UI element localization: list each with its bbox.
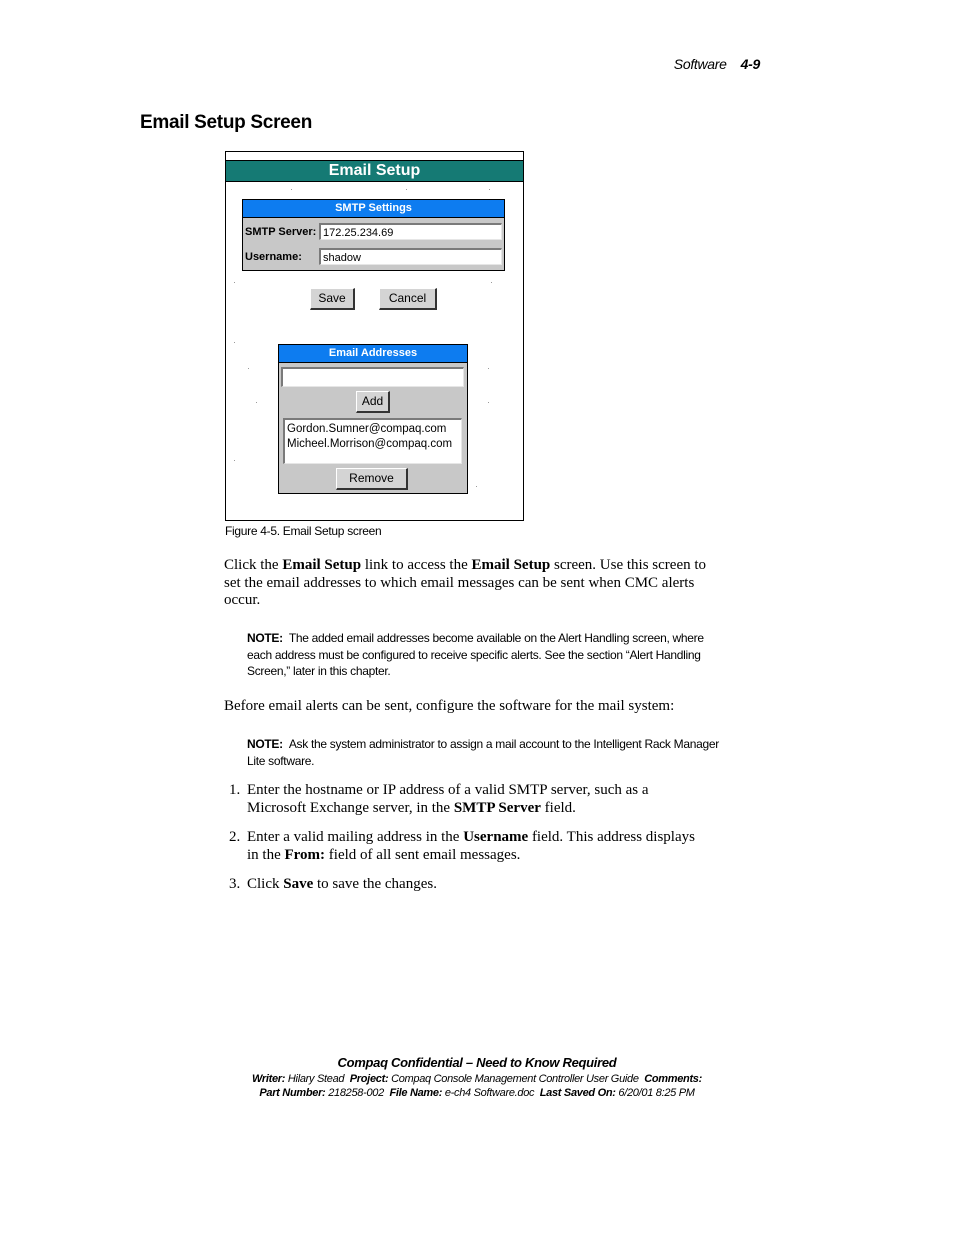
email-addresses-heading: Email Addresses (279, 345, 467, 363)
smtp-server-label: SMTP Server: (245, 226, 317, 238)
step-text: Enter the hostname or IP address of a valid SMTP server, such as a Microsoft Exchange server, in the SMTP Server field. (247, 782, 649, 816)
step-item (229, 828, 699, 864)
email-addresses-panel (278, 344, 468, 494)
dot (488, 402, 489, 403)
step-text: Click Save to save the changes. (247, 876, 437, 892)
intro-text: Click the (224, 557, 283, 573)
note-label: NOTE: (247, 737, 283, 751)
dot (248, 368, 249, 369)
footer-label: Writer: (251, 1073, 286, 1085)
dot (476, 486, 477, 487)
footer-value: e-ch4 Software.doc (444, 1087, 535, 1099)
step-text: Enter a valid mailing address in the Username field. This address displays in the From: field of all sent email messages. (247, 829, 695, 863)
intro-bold: Email Setup (282, 557, 362, 573)
step-number: 2. (229, 829, 241, 845)
username-input[interactable]: shadow (319, 248, 502, 265)
dot (491, 282, 492, 283)
email-setup-title: Email Setup (226, 160, 523, 182)
email-setup-screenshot (225, 151, 524, 521)
intro-text: link to access the (361, 557, 472, 573)
cancel-button[interactable]: Cancel (379, 288, 437, 310)
note-text: Ask the system administrator to assign a mail account to the Intelligent Rack Manager Lite software. (247, 737, 719, 768)
footer-label: Comments: (644, 1073, 702, 1085)
intro-text: screen. Use this screen to set the email addresses to which email messages can be sent when CMC alerts occur. (224, 557, 707, 608)
footer-label: Last Saved On: (539, 1087, 616, 1099)
dot (489, 189, 490, 190)
footer-label: File Name: (389, 1087, 443, 1099)
footer-label: Project: (349, 1073, 389, 1085)
smtp-server-input[interactable]: 172.25.234.69 (319, 223, 502, 240)
dot (256, 402, 257, 403)
dot (488, 368, 489, 369)
note-alert-handling (247, 630, 722, 680)
list-item[interactable]: Gordon.Sumner@compaq.com (287, 423, 447, 435)
smtp-settings-heading: SMTP Settings (243, 200, 504, 218)
footer-line-2 (150, 1086, 804, 1100)
footer-value: 218258-002 (328, 1087, 384, 1099)
step-number: 1. (229, 782, 241, 798)
footer-label: Part Number: (259, 1087, 326, 1099)
list-item[interactable]: Micheel.Morrison@compaq.com (287, 438, 453, 450)
step-number: 3. (229, 876, 241, 892)
intro-bold: Email Setup (471, 557, 551, 573)
dot (234, 460, 235, 461)
note-text: The added email addresses become available on the Alert Handling screen, where each address must be configured to receive specific alerts. See the section “Alert Handling Screen,” later in this chapter. (247, 631, 704, 678)
section-heading: Email Setup Screen (140, 112, 313, 133)
running-header (560, 56, 760, 72)
step-item (229, 781, 699, 817)
username-label: Username: (245, 251, 302, 263)
before-paragraph: Before email alerts can be sent, configure the software for the mail system: (224, 698, 675, 714)
dot (234, 282, 235, 283)
save-button[interactable]: Save (310, 288, 355, 310)
footer-value: 6/20/01 8:25 PM (618, 1087, 695, 1099)
remove-button[interactable]: Remove (336, 468, 408, 490)
add-button[interactable]: Add (356, 391, 390, 413)
dot (234, 342, 235, 343)
page-number: 4-9 (740, 56, 760, 72)
note-mail-account (247, 736, 722, 769)
address-listbox[interactable] (283, 418, 462, 464)
confidential-notice: Compaq Confidential – Need to Know Required (337, 1055, 617, 1070)
step-item (229, 875, 699, 893)
footer-value: Compaq Console Management Controller User Guide (391, 1073, 639, 1085)
footer-line-1 (150, 1072, 804, 1086)
dot (291, 189, 292, 190)
intro-paragraph (224, 557, 716, 610)
header-section: Software (673, 56, 727, 72)
figure-caption: Figure 4-5. Email Setup screen (225, 524, 382, 538)
note-label: NOTE: (247, 631, 283, 645)
footer-value: Hilary Stead (287, 1073, 345, 1085)
page-footer (150, 1054, 804, 1100)
smtp-settings-panel (242, 199, 505, 271)
dot (406, 189, 407, 190)
new-address-input[interactable] (281, 367, 464, 387)
